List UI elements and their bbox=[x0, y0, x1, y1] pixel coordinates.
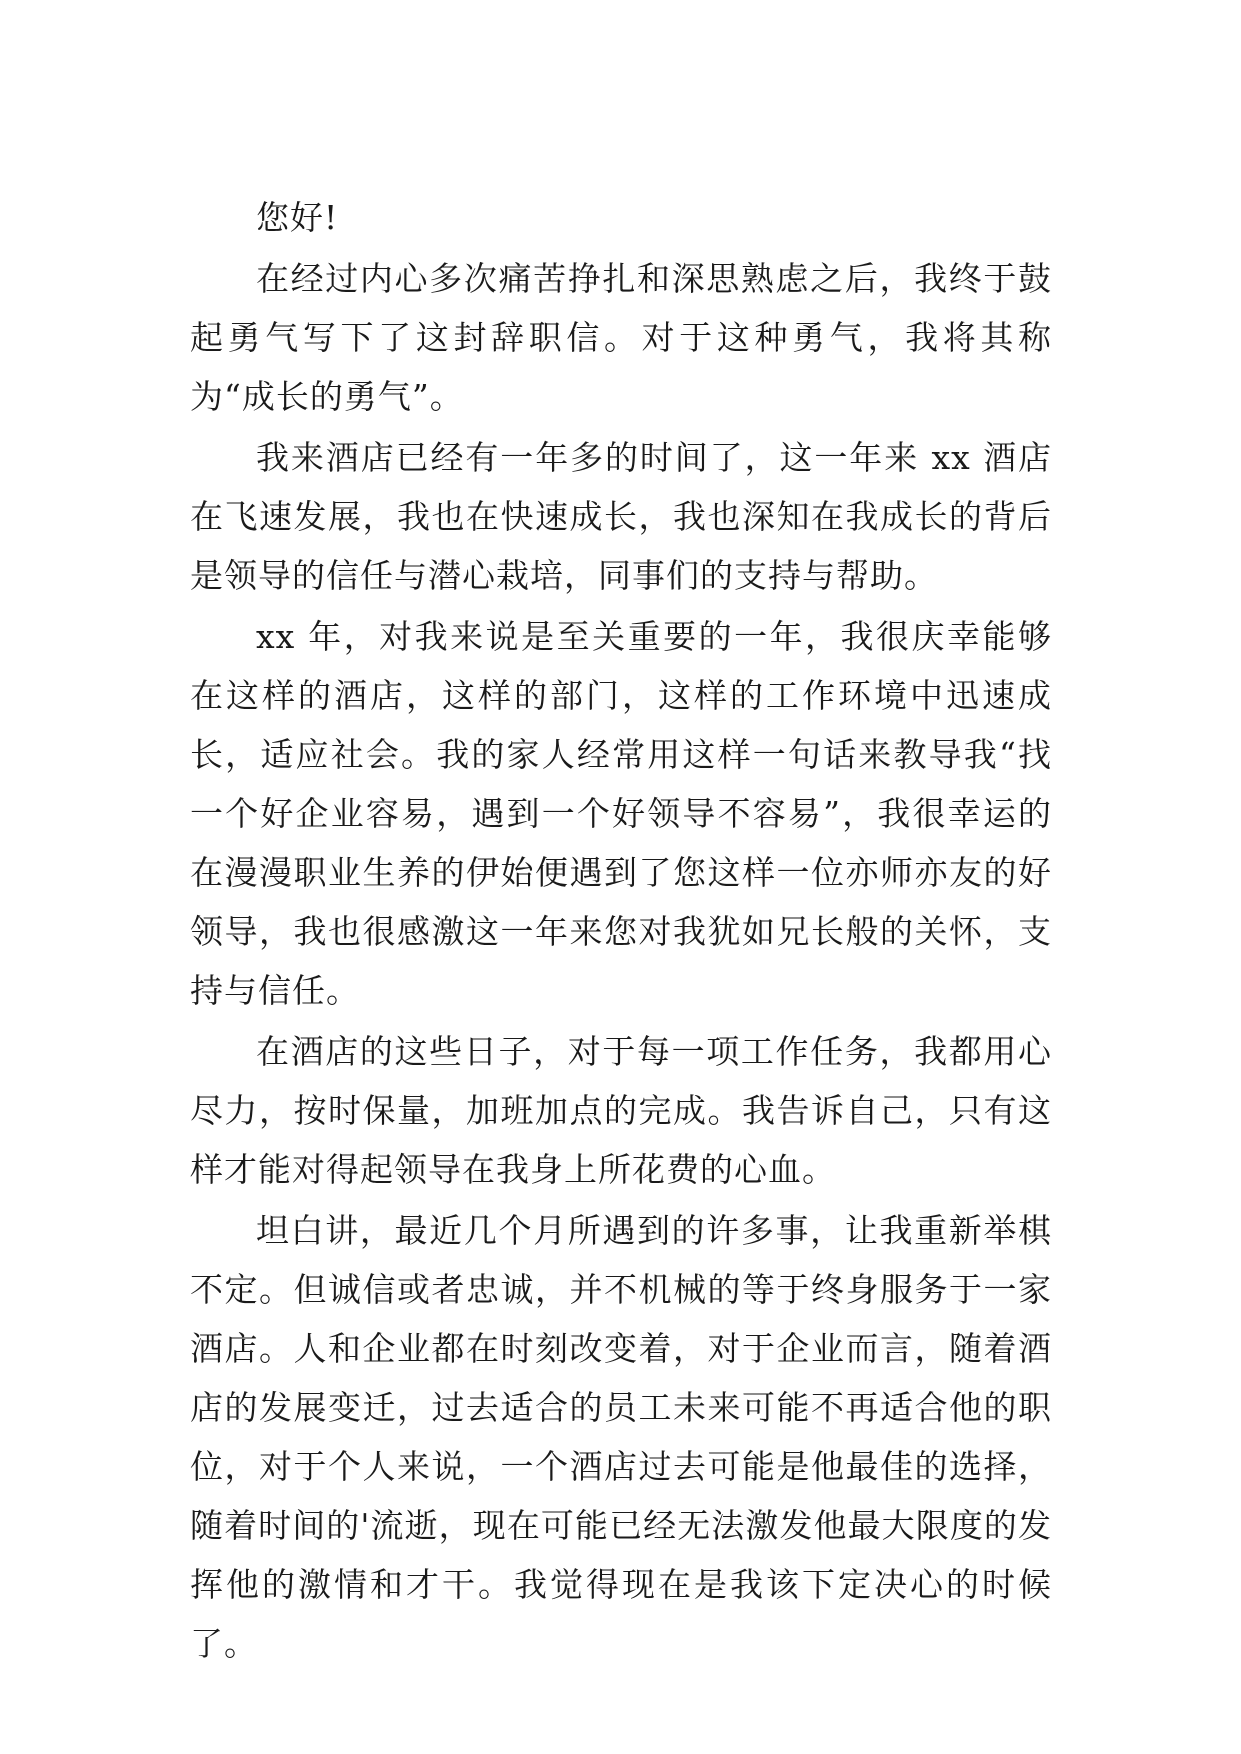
letter-body bbox=[190, 188, 1052, 1675]
greeting: 您好! bbox=[256, 198, 339, 237]
paragraph-5: 坦白讲，最近几个月所遇到的许多事，让我重新举棋不定。但诚信或者忠诚，并不机械的等于终身服务于一家酒店。人和企业都在时刻改变着，对于企业而言，随着酒店的发展变迁，过去适合的员工未来可能不再适合他的职位，对于个人来说，一个酒店过去可能是他最佳的选择，随着时间的'流逝，现在可能已经无法激发他最大限度的发挥他的激情和才干。我觉得现在是我该下定决心的时候了。 bbox=[190, 1211, 1052, 1663]
paragraph-2: 我来酒店已经有一年多的时间了，这一年来 xx 酒店在飞速发展，我也在快速成长，我也深知在我成长的背后是领导的信任与潜心栽培，同事们的支持与帮助。 bbox=[190, 438, 1052, 595]
paragraph-3: xx 年，对我来说是至关重要的一年，我很庆幸能够在这样的酒店，这样的部门，这样的工作环境中迅速成长，适应社会。我的家人经常用这样一句话来教导我“找一个好企业容易，遇到一个好领导不容易”，我很幸运的在漫漫职业生养的伊始便遇到了您这样一位亦师亦友的好领导，我也很感激这一年来您对我犹如兄长般的关怀，支持与信任。 bbox=[190, 617, 1052, 1010]
paragraph-4: 在酒店的这些日子，对于每一项工作任务，我都用心尽力，按时保量，加班加点的完成。我告诉自己，只有这样才能对得起领导在我身上所花费的心血。 bbox=[190, 1032, 1052, 1189]
paragraph-1: 在经过内心多次痛苦挣扎和深思熟虑之后，我终于鼓起勇气写下了这封辞职信。对于这种勇气，我将其称为“成长的勇气”。 bbox=[190, 259, 1052, 416]
